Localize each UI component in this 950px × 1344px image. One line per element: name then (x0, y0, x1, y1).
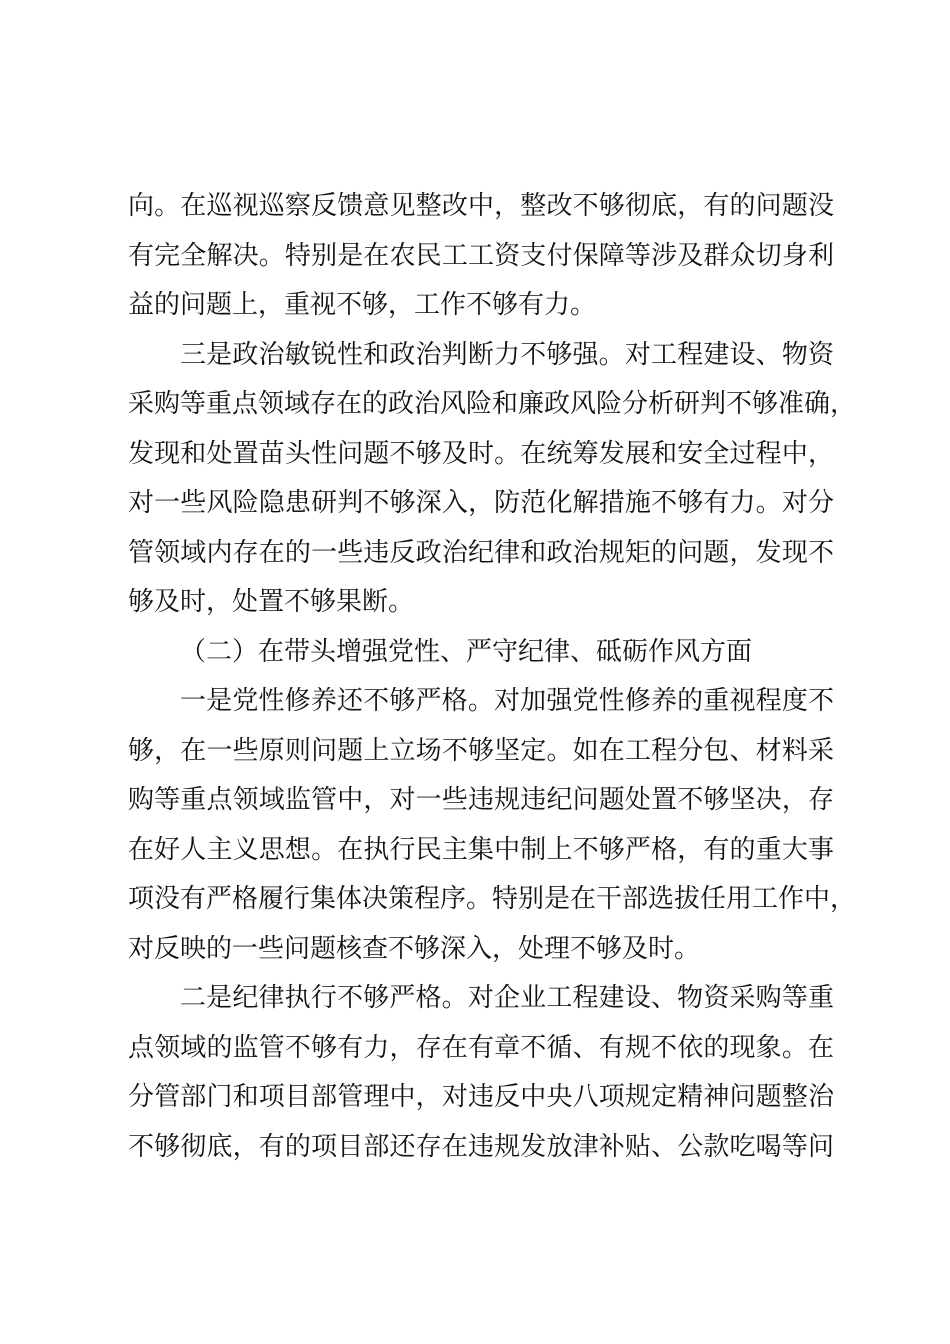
text-line: 采购等重点领域存在的政治风险和廉政风险分析研判不够准确， (128, 389, 857, 419)
text-line: 项没有严格履行集体决策程序。特别是在干部选拔任用工作中， (128, 884, 857, 914)
section-heading: （二）在带头增强党性、严守纪律、砥砺作风方面 (180, 637, 753, 667)
text-line: 购等重点领域监管中，对一些违规违纪问题处置不够坚决，存 (128, 785, 834, 815)
text-line: 分管部门和项目部管理中，对违反中央八项规定精神问题整治 (128, 1082, 834, 1112)
text-line: 有完全解决。特别是在农民工工资支付保障等涉及群众切身利 (128, 241, 834, 271)
text-line: 在好人主义思想。在执行民主集中制上不够严格，有的重大事 (128, 835, 834, 865)
text-line: 益的问题上，重视不够，工作不够有力。 (128, 290, 597, 320)
text-line: 不够彻底，有的项目部还存在违规发放津补贴、公款吃喝等问 (128, 1132, 834, 1162)
text-line: 够，在一些原则问题上立场不够坚定。如在工程分包、材料采 (128, 736, 834, 766)
paragraph-first-line: 一是党性修养还不够严格。对加强党性修养的重视程度不 (180, 686, 834, 716)
text-line: 向。在巡视巡察反馈意见整改中，整改不够彻底，有的问题没 (128, 191, 834, 221)
paragraph-first-line: 二是纪律执行不够严格。对企业工程建设、物资采购等重 (180, 983, 834, 1013)
text-line: 对一些风险隐患研判不够深入，防范化解措施不够有力。对分 (128, 488, 834, 518)
text-line: 管领域内存在的一些违反政治纪律和政治规矩的问题，发现不 (128, 538, 834, 568)
text-line: 够及时，处置不够果断。 (128, 587, 415, 617)
text-line: 点领域的监管不够有力，存在有章不循、有规不依的现象。在 (128, 1033, 834, 1063)
paragraph-first-line: 三是政治敏锐性和政治判断力不够强。对工程建设、物资 (180, 340, 834, 370)
text-line: 发现和处置苗头性问题不够及时。在统筹发展和安全过程中， (128, 439, 834, 469)
text-line: 对反映的一些问题核查不够深入，处理不够及时。 (128, 934, 701, 964)
